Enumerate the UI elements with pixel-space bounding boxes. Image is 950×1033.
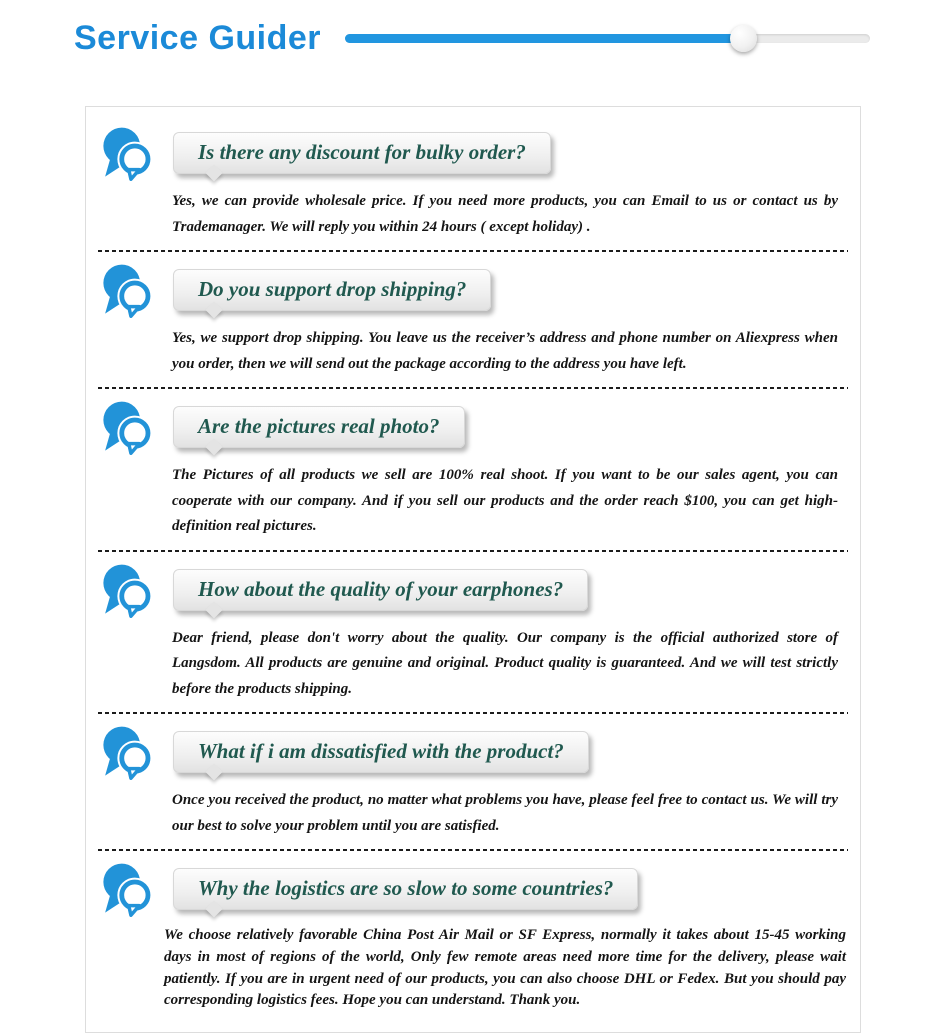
- speech-bubbles-search-icon: [99, 125, 155, 181]
- header-slider: [345, 25, 870, 51]
- question-label: How about the quality of your earphones?: [198, 576, 564, 601]
- speech-bubbles-search-icon: [99, 562, 155, 618]
- question-label: Why the logistics are so slow to some countries?: [198, 876, 614, 900]
- question-label: Do you support drop shipping?: [198, 277, 467, 301]
- question-row: [99, 861, 860, 917]
- answer-text: Once you received the product, no matter what problems you have, please feel free to contact us. We will try our best to solve your problem until you are satisfied.: [172, 792, 838, 834]
- slider-fill: [345, 34, 744, 43]
- question-bubble: [173, 406, 465, 448]
- question-bubble: [173, 731, 589, 773]
- faq-item: [86, 252, 860, 389]
- question-row: [99, 724, 860, 780]
- faq-item: [86, 115, 860, 252]
- answer-text: Yes, we support drop shipping. You leave us the receiver’s address and phone number on Aliexpress when you order, then we will send out the package according to the address you have left.: [172, 330, 838, 372]
- speech-bubbles-search-icon: [99, 724, 155, 780]
- speech-bubbles-search-icon: [99, 262, 155, 318]
- question-row: [99, 562, 860, 618]
- speech-bubbles-search-icon: [99, 861, 155, 917]
- faq-item: [86, 389, 860, 552]
- faq-panel: [85, 106, 861, 1033]
- header: [0, 0, 950, 62]
- question-label: Are the pictures real photo?: [198, 414, 440, 438]
- speech-bubbles-search-icon: [99, 399, 155, 455]
- question-bubble: [173, 269, 491, 311]
- faq-item: [86, 714, 860, 851]
- answer-text: Dear friend, please don't worry about the quality. Our company is the official authorized store of Langsdom. All products are genuine and original. Product quality is guaranteed. And we will test strictly before the products shipping.: [172, 629, 838, 697]
- question-row: [99, 399, 860, 455]
- question-row: [99, 262, 860, 318]
- question-bubble: [173, 868, 638, 910]
- question-row: [99, 125, 860, 181]
- slider-handle-icon[interactable]: [730, 25, 757, 52]
- answer-text: We choose relatively favorable China Post Air Mail or SF Express, normally it takes about 15-45 working days in most of regions of the world, Only few remote areas need more time for the delivery, please wait patiently. If you are in urgent need of our products, you can also choose DHL or Fedex. But you should pay corresponding logistics fees. Hope you can understand. Thank you.: [164, 927, 846, 1009]
- question-bubble: [173, 132, 551, 174]
- faq-item: [86, 552, 860, 715]
- page-title: Service Guider: [74, 18, 322, 57]
- answer-text: Yes, we can provide wholesale price. If you need more products, you can Email to us or contact us by Trademanager. We will reply you within 24 hours ( except holiday) .: [172, 193, 838, 235]
- question-bubble: [173, 569, 588, 611]
- answer-text: The Pictures of all products we sell are 100% real shoot. If you want to be our sales agent, you can cooperate with our company. And if you sell our products and the order reach $100, you can get high-definition real pictures.: [172, 467, 838, 534]
- faq-item: [86, 851, 860, 1012]
- question-label: Is there any discount for bulky order?: [198, 140, 526, 164]
- question-label: What if i am dissatisfied with the product?: [198, 739, 564, 763]
